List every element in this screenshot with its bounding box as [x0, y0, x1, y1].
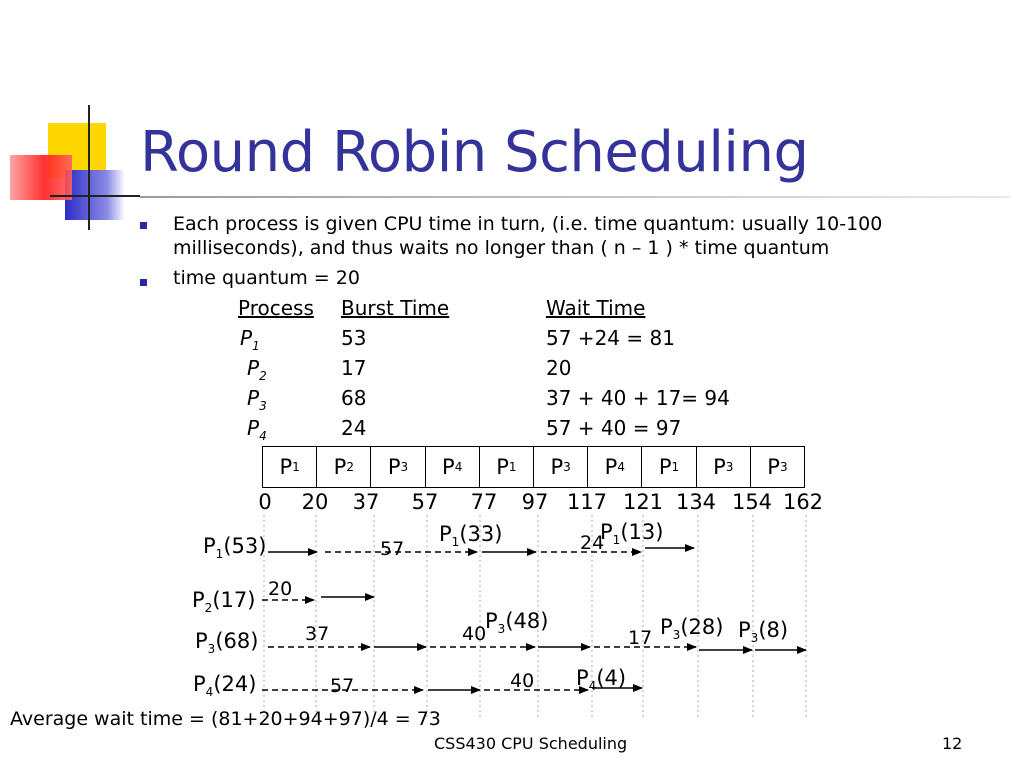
- gantt-cell: P 3: [534, 447, 588, 487]
- gantt-cell: P 1: [263, 447, 317, 487]
- gantt-cell: P 4: [426, 447, 480, 487]
- gantt-cell: P 3: [697, 447, 751, 487]
- row-2-burst: 17: [341, 356, 367, 380]
- gantt-cell: P 4: [588, 447, 642, 487]
- p1-label: $P_1(53)$: [203, 534, 267, 562]
- row-1-burst: 53: [341, 326, 367, 350]
- time-tick: 97: [521, 490, 549, 514]
- bullet-1-line-2: milliseconds), and thus waits no longer than ( n – 1 ) * time quantum: [173, 237, 830, 259]
- p3-remaining-8: $P_3(8)$: [738, 618, 789, 646]
- p4-label: $P_4(24)$: [193, 672, 257, 700]
- footer-title: CSS430 CPU Scheduling: [434, 734, 628, 753]
- p4-wait-40: 40: [510, 670, 535, 692]
- time-tick: 121: [622, 490, 664, 514]
- bullet-2: time quantum = 20: [173, 267, 360, 289]
- row-1-process: $P_1$: [240, 326, 260, 353]
- p4-remaining-4: $P_4(4)$: [576, 666, 627, 694]
- average-wait-time: Average wait time = (81+20+94+97)/4 = 73: [10, 708, 441, 730]
- time-tick: 77: [470, 490, 498, 514]
- p2-wait-20: 20: [268, 578, 293, 600]
- header-wait-time: Wait Time: [546, 296, 646, 320]
- gantt-cell: P 3: [371, 447, 425, 487]
- header-process: Process: [238, 296, 314, 320]
- time-tick: 37: [352, 490, 380, 514]
- row-2-process: $P_2$: [247, 356, 267, 383]
- p2-label: $P_2(17)$: [192, 588, 256, 616]
- time-tick: 117: [566, 490, 608, 514]
- p3-remaining-48: $P_3(48)$: [485, 609, 549, 637]
- row-4-burst: 24: [341, 416, 367, 440]
- p4-wait-57: 57: [330, 675, 355, 697]
- p1-wait-57: 57: [380, 538, 405, 560]
- row-3-process: $P_3$: [247, 386, 267, 413]
- time-tick: 154: [731, 490, 773, 514]
- row-4-wait: 57 + 40 = 97: [546, 416, 682, 440]
- p3-wait-17: 17: [628, 627, 653, 649]
- row-1-wait: 57 +24 = 81: [546, 326, 675, 350]
- row-3-burst: 68: [341, 386, 367, 410]
- time-tick: 57: [411, 490, 439, 514]
- gantt-cell: P 3: [767, 455, 788, 479]
- p3-wait-40: 40: [462, 623, 487, 645]
- page-title: Round Robin Scheduling: [140, 120, 809, 185]
- p3-label: $P_3(68)$: [195, 629, 259, 657]
- time-tick: 162: [782, 490, 824, 514]
- row-4-process: $P_4$: [247, 416, 267, 443]
- p1-remaining-13: $P_1(13)$: [600, 520, 664, 548]
- row-3-wait: 37 + 40 + 17= 94: [546, 386, 730, 410]
- header-burst-time: Burst Time: [341, 296, 450, 320]
- gantt-cell: P 1: [480, 447, 534, 487]
- page-number: 12: [942, 734, 963, 753]
- p3-wait-37: 37: [305, 623, 330, 645]
- p1-wait-24: 24: [580, 532, 605, 554]
- gantt-cell: P 1: [642, 447, 696, 487]
- time-tick: 0: [258, 490, 272, 514]
- gantt-cell: P 2: [317, 447, 371, 487]
- p1-remaining-33: $P_1(33)$: [439, 522, 503, 550]
- time-tick: 20: [301, 490, 329, 514]
- p3-remaining-28: $P_3(28)$: [660, 615, 724, 643]
- time-tick: 134: [675, 490, 717, 514]
- bullet-1-line-1: Each process is given CPU time in turn, (i.e. time quantum: usually 10-100: [173, 213, 883, 235]
- row-2-wait: 20: [546, 356, 572, 380]
